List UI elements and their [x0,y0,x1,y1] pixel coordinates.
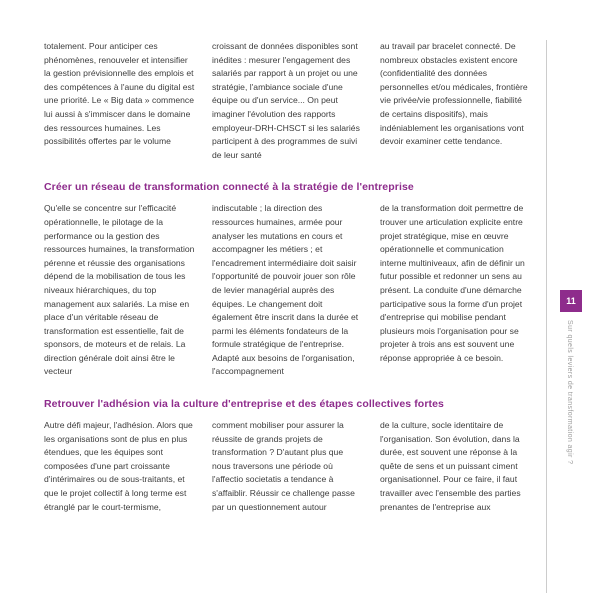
section-heading: Retrouver l'adhésion via la culture d'entreprise et des étapes collectives fortes [44,398,444,411]
text-column: indiscutable ; la direction des ressources humaines, armée pour analyser les mutations en cours et accompagner les métiers ; et l'encadrement intermédiaire doit saisir l'opportunité de pouvoir jouer son rôle de levier managérial auprès des équipes. Le changement doit également être inscrit dans la durée et parmi les éléments fondateurs de la formule stratégique de l'entreprise. Adapté aux besoins de l'organisation, l'accompagnement [212,203,359,377]
section-columns [44,202,533,379]
text-column: comment mobiliser pour assurer la réussite de grands projets de transformation ? D'autant plus que nous traversons une période où l'affectio societatis a tendance à s'affaiblir. Réussir ce challenge passe par un questionnement autour [212,420,355,512]
text-column: de la transformation doit permettre de trouver une articulation explicite entre projet stratégique, mise en œuvre opérationnelle et communication interne multiniveaux, afin de définir un futur possible et redonner un sens au présent. La conduite d'une démarche participative sous la forme d'un projet d'entreprise qui mobilise pendant plusieurs mois l'organisation pour se projeter à trois ans est souvent une réponse appropriée à ce besoin. [380,203,525,363]
section-continuation [44,40,533,162]
section-columns [44,40,533,162]
text-column: de la culture, socle identitaire de l'organisation. Son évolution, dans la durée, est souvent une réponse à la quête de sens et un puissant ciment organisationnel. Pour ce faire, il faut travailler avec l'ensemble des parties prenantes de l'entreprise aux [380,420,521,512]
section-reseau-transformation [44,181,533,379]
section-columns [44,419,533,514]
text-column: totalement. Pour anticiper ces phénomènes, renouveler et intensifier la gestion prévisionnelle des emplois et des compétences à l'aune du digital est une priorité. Le « Big data » commence lui aussi à s'immiscer dans le domaine des ressources humaines. Les possibilités offertes par le volume [44,41,195,147]
text-column: au travail par bracelet connecté. De nombreux obstacles existent encore (confidentialité des données personnelles et/ou médicales, frontière vie privée/vie professionnelle, fiabilité de certains dispositifs), mais indéniablement les organisations vont devoir examiner cette tendance. [380,41,528,147]
section-heading: Créer un réseau de transformation connecté à la stratégie de l'entreprise [44,181,414,194]
text-column: Qu'elle se concentre sur l'efficacité opérationnelle, le pilotage de la performance ou la gestion des ressources humaines, la transformation pérenne et réussie des organisations dépend de la mobilisation de tous les niveaux hiérarchiques, du top management aux salariés. La mise en place d'un véritable réseau de transformation est essentielle, fait de sponsors, de moteurs et de relais. La direction générale doit ainsi être le vecteur [44,203,195,377]
text-column: Autre défi majeur, l'adhésion. Alors que les organisations sont de plus en plus étendues, que les équipes sont composées d'une part croissante d'intérimaires ou de sous-traitants, et que le projet collectif à long terme est étranglé par le court-termisme, [44,420,193,512]
sidebar-vertical-label: Sur quels leviers de transformation agir ? [566,320,573,465]
sidebar-rule [546,40,547,593]
section-adhesion-culture [44,398,533,514]
page-content [44,40,533,514]
page-number-badge: 11 [560,290,582,312]
text-column: croissant de données disponibles sont inédites : mesurer l'engagement des salariés par rapport à un projet ou une stratégie, l'ambiance sociale d'une équipe ou d'un service... On peut imaginer l'évolution des rapports employeur-DRH-CHSCT si les salariés participent à des programmes de suivi de leur santé [212,41,360,160]
